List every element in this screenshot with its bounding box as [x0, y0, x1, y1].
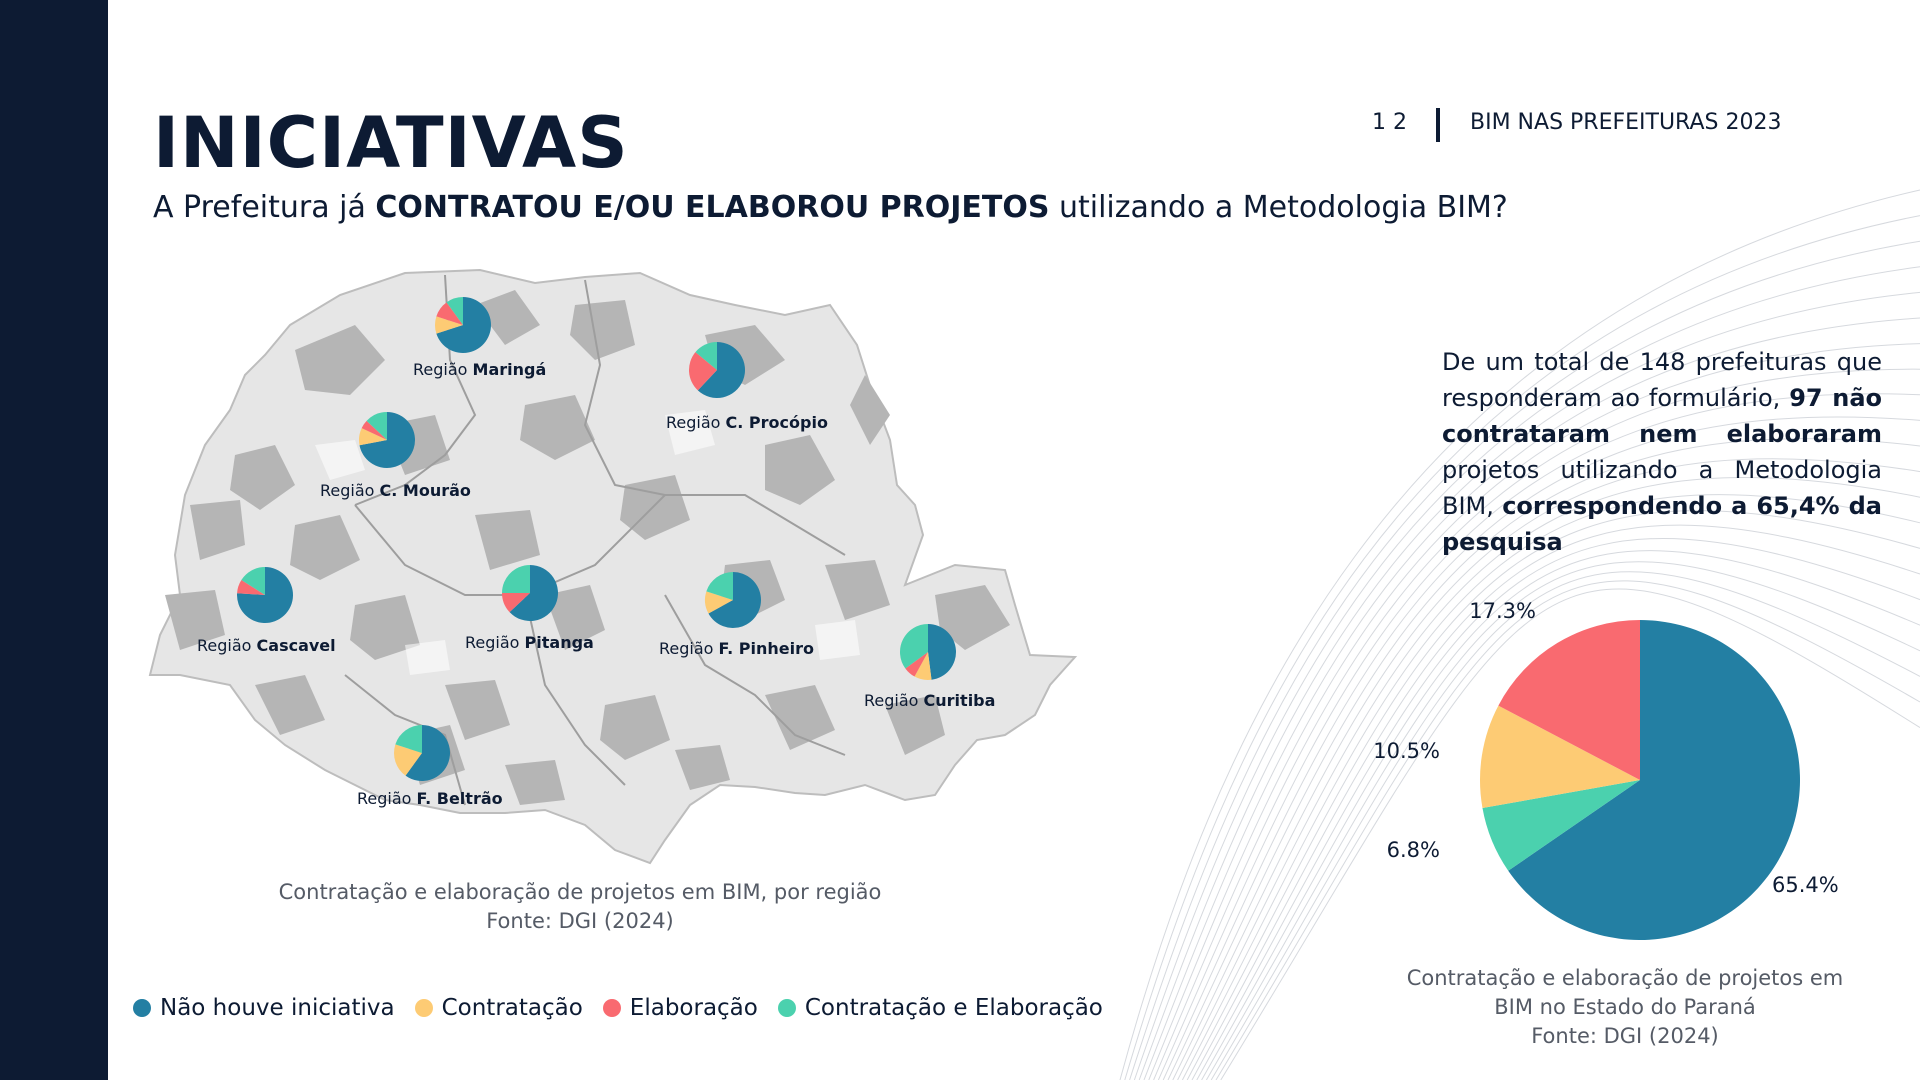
legend-item-elaboracao — [603, 995, 758, 1021]
legend-item-nao-houve — [133, 995, 395, 1021]
pie-data-label: 10.5% — [1373, 739, 1440, 763]
pie-caption-line1: Contratação e elaboração de projetos em — [1406, 966, 1844, 990]
document-title: BIM NAS PREFEITURAS 2023 — [1470, 110, 1782, 135]
map-caption-line1: Contratação e elaboração de projetos em BIM, por região — [278, 880, 882, 904]
pie-data-label: 17.3% — [1469, 599, 1536, 623]
subtitle-emphasis: CONTRATOU E/OU ELABOROU PROJETOS — [375, 190, 1050, 225]
region-label: Região C. Mourão — [320, 481, 471, 500]
legend-item-contratacao-e-elaboracao — [778, 995, 1103, 1021]
state-pie-chart — [1373, 590, 1860, 950]
region-pie — [394, 725, 450, 781]
pie-caption — [1365, 964, 1885, 1051]
region-label: Região Cascavel — [197, 636, 336, 655]
region-label: Região F. Pinheiro — [659, 639, 814, 658]
legend-swatch — [133, 999, 151, 1017]
pie-data-label: 65.4% — [1772, 873, 1839, 897]
region-label: Região Maringá — [413, 360, 547, 379]
region-label: Região C. Procópio — [666, 413, 828, 432]
region-pie — [705, 572, 761, 628]
region-pie — [502, 565, 558, 621]
legend-label: Contratação — [441, 995, 583, 1021]
page-title: INICIATIVAS — [153, 102, 629, 184]
legend-swatch — [415, 999, 433, 1017]
region-pie — [359, 412, 415, 468]
legend-label: Não houve iniciativa — [160, 995, 395, 1021]
legend-swatch — [778, 999, 796, 1017]
legend-label: Elaboração — [629, 995, 758, 1021]
pie-caption-line2: BIM no Estado do Paraná — [1494, 995, 1756, 1019]
header-divider — [1436, 108, 1440, 142]
map-caption-source: Fonte: DGI (2024) — [486, 909, 674, 933]
region-label: Região Pitanga — [465, 633, 594, 652]
map-caption — [230, 878, 930, 936]
state-outline — [150, 270, 1075, 863]
chart-legend — [133, 995, 1103, 1021]
region-label: Região Curitiba — [864, 691, 996, 710]
legend-item-contratacao — [415, 995, 583, 1021]
page-number: 1 2 — [1372, 110, 1407, 135]
pie-data-label: 6.8% — [1386, 838, 1440, 862]
region-pie — [900, 624, 956, 680]
region-pie — [237, 567, 293, 623]
pie-caption-source: Fonte: DGI (2024) — [1531, 1024, 1719, 1048]
region-label: Região F. Beltrão — [357, 789, 503, 808]
sidebar-band — [0, 0, 108, 1080]
page-subtitle: A Prefeitura já CONTRATOU E/OU ELABOROU PROJETOS utilizando a Metodologia BIM? — [153, 190, 1508, 225]
parana-map — [145, 265, 1095, 875]
legend-label: Contratação e Elaboração — [804, 995, 1103, 1021]
summary-text: De um total de 148 prefeituras que responderam ao formulário, 97 não contrataram nem elaboraram projetos utilizando a Metodologia BIM, correspondendo a 65,4% da pesquisa — [1442, 348, 1883, 556]
region-pie — [435, 297, 491, 353]
legend-swatch — [603, 999, 621, 1017]
region-pie — [689, 342, 745, 398]
